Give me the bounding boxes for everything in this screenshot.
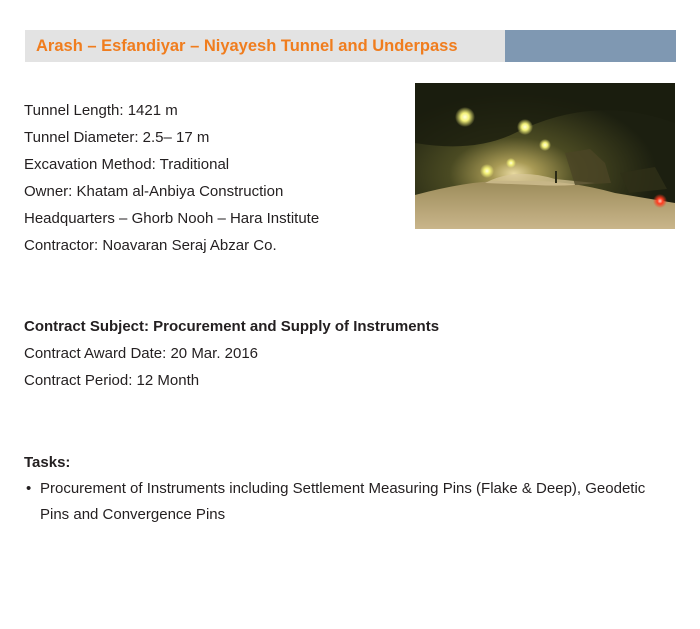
tunnel-photo: [415, 83, 675, 229]
contract-subject: Contract Subject: Procurement and Supply of Instruments: [24, 318, 440, 335]
tasks-section: [24, 450, 664, 528]
spec-tunnel-length: Tunnel Length: 1421 m: [24, 102, 178, 119]
contract-section: [24, 313, 439, 394]
spec-excavation-method: Excavation Method: Traditional: [24, 156, 230, 173]
spec-tunnel-diameter: Tunnel Diameter: 2.5– 17 m: [24, 129, 210, 146]
task-item-text: Procurement of Instruments including Settlement Measuring Pins (Flake & Deep), Geodetic Pins and Convergence Pins: [40, 480, 646, 523]
tunnel-spec-list: [24, 97, 319, 259]
header-title-box: [25, 30, 505, 62]
tasks-heading: Tasks:: [24, 454, 71, 471]
page-title: Arash – Esfandiyar – Niyayesh Tunnel and Underpass: [36, 36, 458, 55]
spec-headquarters: Headquarters – Ghorb Nooh – Hara Institute: [24, 210, 320, 227]
spec-owner: Owner: Khatam al-Anbiya Construction: [24, 183, 284, 200]
bullet-icon: •: [26, 480, 32, 497]
section-header: [25, 30, 676, 62]
contract-period: Contract Period: 12 Month: [24, 372, 200, 389]
spec-contractor: Contractor: Noavaran Seraj Abzar Co.: [24, 237, 277, 254]
task-item: [24, 476, 664, 528]
contract-award-date: Contract Award Date: 20 Mar. 2016: [24, 345, 259, 362]
header-accent-block: [505, 30, 676, 62]
